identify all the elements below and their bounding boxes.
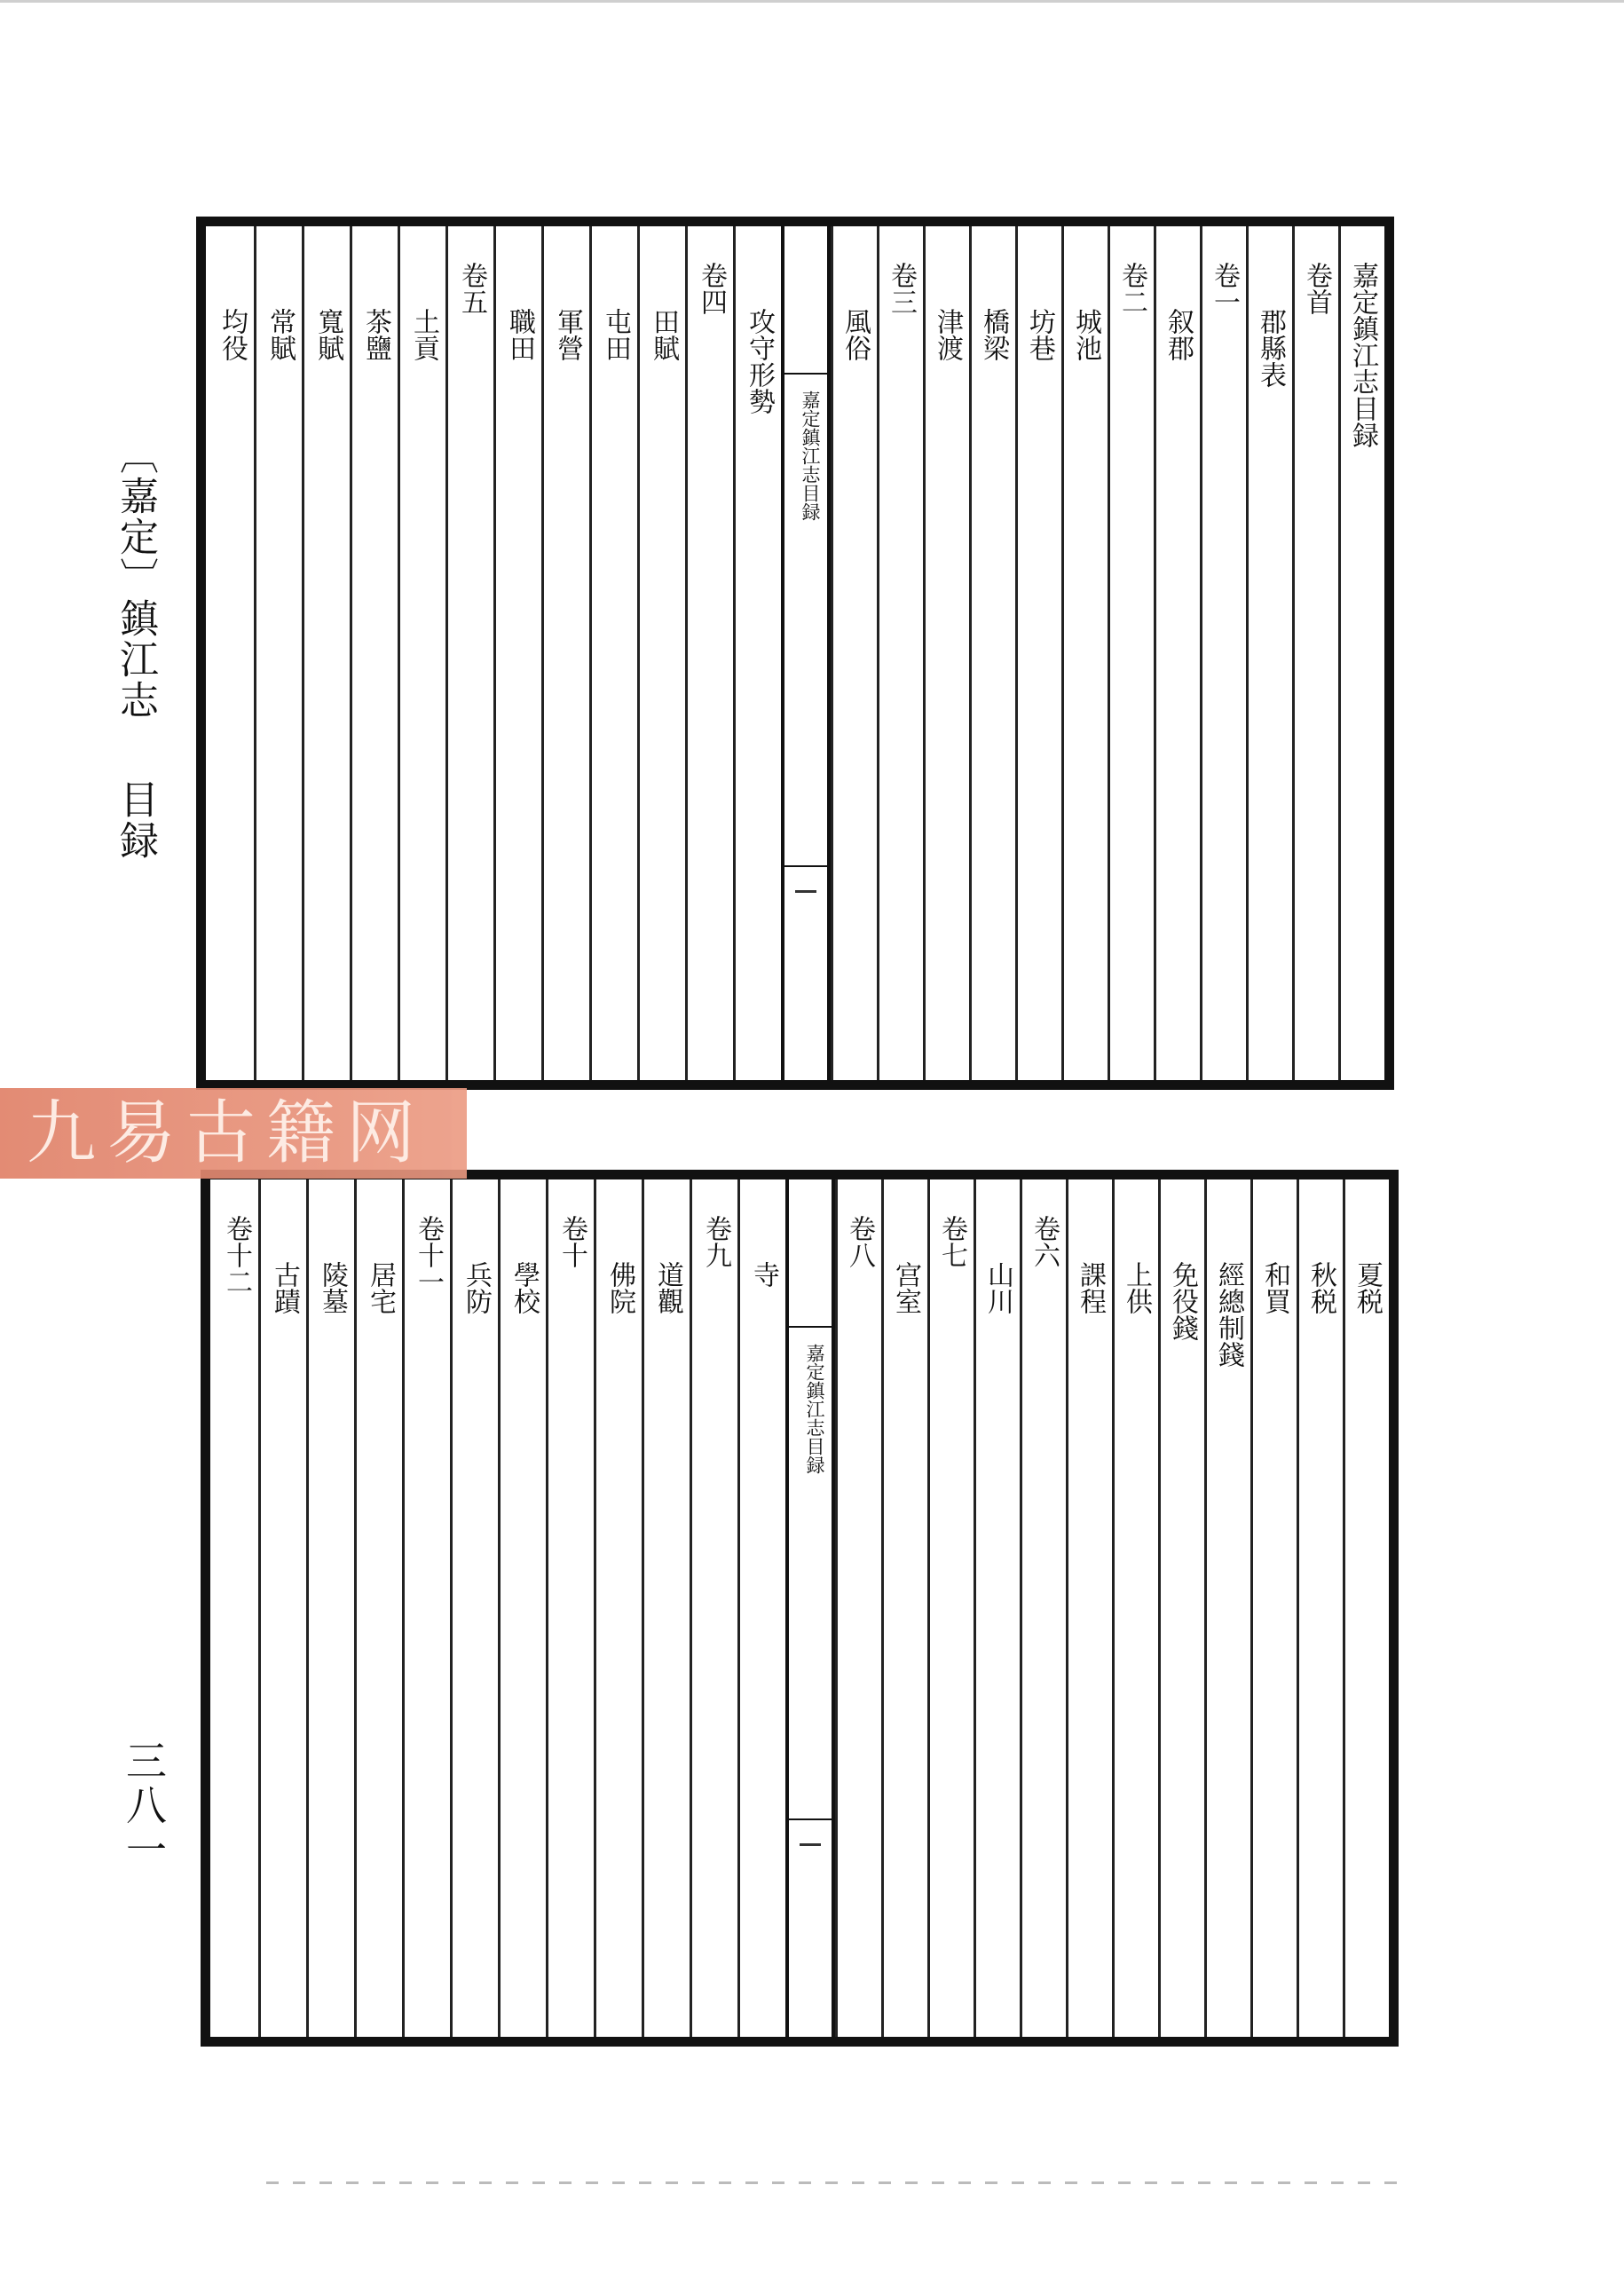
side-title (110, 435, 160, 861)
toc-column (350, 226, 398, 1080)
toc-entry: 橋梁 (978, 308, 1009, 361)
toc-column (1246, 226, 1292, 1080)
toc-column (1112, 1179, 1158, 2037)
toc-entry: 卷十一 (413, 1215, 444, 1295)
toc-column (594, 1179, 642, 2037)
toc-column (1015, 226, 1061, 1080)
toc-entry: 卷二 (1116, 262, 1147, 315)
upper-leaf (196, 217, 1394, 1090)
toc-entry: 居宅 (365, 1261, 396, 1314)
toc-entry: 佛院 (604, 1261, 635, 1314)
toc-column (354, 1179, 402, 2037)
toc-column (1061, 226, 1108, 1080)
toc-entry: 風俗 (840, 308, 871, 361)
toc-column (1200, 226, 1246, 1080)
toc-entry: 上供 (1121, 1261, 1152, 1314)
top-scan-edge (0, 0, 1624, 3)
toc-column (685, 226, 733, 1080)
toc-column (1250, 1179, 1297, 2037)
toc-entry: 城池 (1070, 308, 1101, 361)
toc-entry: 兵防 (461, 1261, 492, 1314)
page-number: 三八一 (120, 1740, 168, 1873)
toc-entry: 土貢 (408, 308, 439, 361)
toc-column (589, 226, 637, 1080)
toc-entry: 屯田 (600, 308, 631, 361)
toc-entry: 坊巷 (1024, 308, 1055, 361)
toc-column (881, 1179, 927, 2037)
toc-entry: 郡縣表 (1255, 308, 1286, 388)
heart-title: 嘉定鎮江志目録 (784, 373, 827, 521)
toc-entry: 宫室 (890, 1261, 921, 1314)
toc-column (541, 226, 589, 1080)
toc-entry: 常賦 (264, 308, 296, 361)
toc-entry: 山川 (982, 1261, 1013, 1314)
toc-column (733, 226, 781, 1080)
toc-column (1154, 226, 1200, 1080)
toc-column (1158, 1179, 1204, 2037)
toc-entry: 卷三 (886, 262, 917, 315)
toc-entry: 免役錢 (1167, 1261, 1198, 1341)
toc-column (923, 226, 969, 1080)
toc-column (737, 1179, 785, 2037)
toc-entry: 夏税 (1352, 1261, 1383, 1314)
toc-entry: 秋税 (1305, 1261, 1336, 1314)
toc-entry: 古蹟 (269, 1261, 300, 1314)
bottom-scan-edge (266, 2181, 1402, 2184)
toc-entry: 卷首 (1301, 262, 1332, 315)
toc-entry: 卷八 (844, 1215, 875, 1268)
toc-column (450, 1179, 498, 2037)
toc-entry: 卷十 (556, 1215, 587, 1268)
toc-column (493, 226, 541, 1080)
toc-entry: 叙郡 (1163, 308, 1194, 361)
toc-column (690, 1179, 737, 2037)
toc-entry: 學校 (508, 1261, 540, 1314)
toc-column (1020, 1179, 1066, 2037)
toc-entry: 攻守形勢 (744, 308, 775, 414)
toc-column (974, 1179, 1020, 2037)
toc-column (306, 1179, 354, 2037)
toc-column (831, 226, 877, 1080)
toc-column (1338, 226, 1384, 1080)
toc-column (1343, 1179, 1389, 2037)
toc-entry: 卷六 (1029, 1215, 1060, 1268)
toc-entry: 陵墓 (317, 1261, 348, 1314)
toc-entry: 卷五 (456, 262, 487, 315)
toc-column (1292, 226, 1338, 1080)
watermark-banner (0, 1088, 467, 1179)
toc-entry: 和買 (1259, 1261, 1290, 1314)
heart-divider (789, 1818, 832, 1820)
toc-column (1204, 1179, 1250, 2037)
watermark-text: 九易古籍网 (27, 1093, 427, 1173)
toc-entry: 經總制錢 (1213, 1261, 1244, 1368)
toc-column (402, 1179, 450, 2037)
toc-entry: 卷七 (936, 1215, 967, 1268)
toc-entry: 卷四 (696, 262, 727, 315)
toc-column (398, 226, 445, 1080)
toc-column (258, 1179, 306, 2037)
toc-column (642, 1179, 690, 2037)
toc-column (927, 1179, 974, 2037)
toc-entry: 道觀 (652, 1261, 683, 1314)
toc-column (498, 1179, 546, 2037)
toc-column (1297, 1179, 1343, 2037)
leaf-number-mark (795, 890, 816, 893)
centre-heart-column (785, 1179, 835, 2037)
toc-entry: 田賦 (648, 308, 679, 361)
toc-column (445, 226, 493, 1080)
toc-column (546, 1179, 594, 2037)
book-title: 〔嘉定〕鎮江志 (113, 435, 158, 721)
toc-entry: 茶鹽 (360, 308, 391, 361)
toc-label: 目録 (113, 779, 158, 861)
toc-entry: 寬賦 (312, 308, 343, 361)
toc-entry: 津渡 (932, 308, 963, 361)
heart-divider (784, 865, 827, 867)
toc-entry: 課程 (1075, 1261, 1106, 1314)
toc-column (210, 1179, 258, 2037)
toc-column (1108, 226, 1154, 1080)
heart-title: 嘉定鎮江志目録 (789, 1326, 832, 1474)
toc-entry: 卷一 (1209, 262, 1240, 315)
toc-column (1066, 1179, 1112, 2037)
toc-column (969, 226, 1015, 1080)
toc-column (254, 226, 302, 1080)
toc-entry: 嘉定鎮江志目録 (1347, 262, 1378, 448)
toc-entry: 卷九 (700, 1215, 731, 1268)
toc-entry: 職田 (504, 308, 535, 361)
toc-column (877, 226, 923, 1080)
toc-entry: 卷十二 (221, 1215, 252, 1295)
toc-column (637, 226, 685, 1080)
toc-entry: 寺 (748, 1261, 779, 1288)
toc-column (206, 226, 254, 1080)
toc-column (302, 226, 350, 1080)
toc-entry: 均役 (217, 308, 248, 361)
leaf-number-mark (800, 1843, 821, 1846)
toc-column (835, 1179, 881, 2037)
toc-entry: 軍營 (552, 308, 583, 361)
lower-leaf (201, 1170, 1399, 2047)
centre-heart-column (781, 226, 831, 1080)
